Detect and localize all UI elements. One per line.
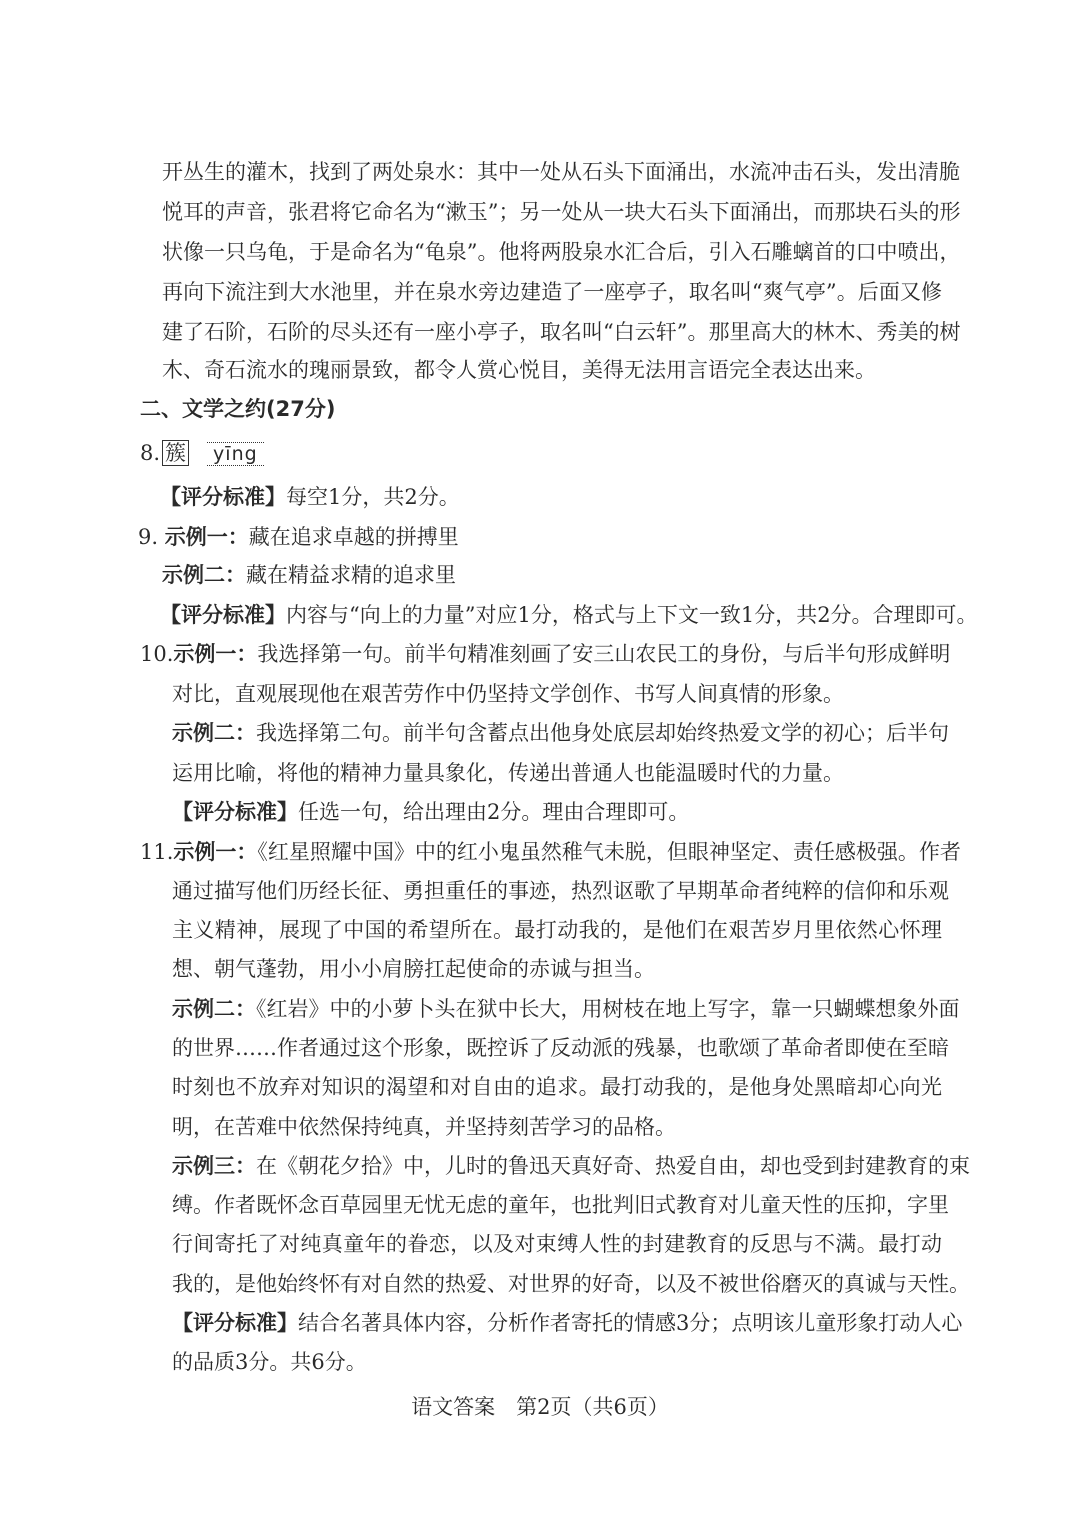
q8-boxed-character: 簇 — [162, 440, 189, 466]
q9-example-1 — [138, 523, 459, 551]
q10-ex1-line-2: 对比，直观展现他在艰苦劳作中仍坚持文学创作、书写人间真情的形象。 — [172, 682, 844, 706]
q11-ex3-line-3: 行间寄托了对纯真童年的眷恋，以及对束缚人性的封建教育的反思与不满。最打动 — [172, 1232, 942, 1256]
q11-example-2-line-1 — [172, 995, 960, 1023]
q11-ex1-line-2: 通过描写他们历经长征、勇担重任的事迹，热烈讴歌了早期革命者纯粹的信仰和乐观 — [172, 879, 949, 903]
q9-ex1-tag: 示例一： — [164, 525, 249, 549]
q11-score-tag: 【评分标准】 — [172, 1311, 298, 1335]
q11-ex1-line-3: 主义精神，展现了中国的希望所在。最打动我的，是他们在艰苦岁月里依然心怀理 — [172, 918, 942, 942]
q9-number: 9. — [138, 525, 159, 549]
q11-ex3-tag: 示例三： — [172, 1154, 256, 1178]
passage-line-1: 开丛生的灌木，找到了两处泉水：其中一处从石头下面涌出，水流冲击石头，发出清脆 — [162, 160, 960, 184]
q8-pinyin: yīng — [207, 442, 264, 466]
q11-example-3-line-1 — [172, 1152, 970, 1180]
q11-ex2-tag: 示例二： — [172, 997, 256, 1021]
q10-ex2-line-1: 我选择第二句。前半句含蓄点出他身处底层却始终热爱文学的初心；后半句 — [256, 721, 949, 745]
q10-example-2-line-1 — [172, 719, 949, 747]
q9-ex1-text: 藏在追求卓越的拼搏里 — [248, 525, 459, 549]
q11-example-1-line-1 — [140, 838, 961, 866]
q10-ex1-tag: 示例一： — [173, 642, 258, 666]
q11-ex1-line-4: 想、朝气蓬勃，用小小肩膀扛起使命的赤诚与担当。 — [172, 957, 655, 981]
q11-ex2-line-2: 的世界……作者通过这个形象，既控诉了反动派的残暴，也歌颂了革命者即使在至暗 — [172, 1036, 949, 1060]
q10-ex2-tag: 示例二： — [172, 721, 256, 745]
q10-scoring — [172, 798, 689, 826]
q11-score-line-1: 结合名著具体内容，分析作者寄托的情感3分；点明该儿童形象打动人心 — [298, 1311, 963, 1335]
q9-ex2-tag: 示例二： — [162, 563, 246, 587]
q9-score-tag: 【评分标准】 — [160, 603, 286, 627]
section-title: 二、文学之约(27分) — [140, 397, 336, 421]
q11-ex3-line-2: 缚。作者既怀念百草园里无忧无虑的童年，也批判旧式教育对儿童天性的压抑，字里 — [172, 1193, 949, 1217]
q11-score-line-2: 的品质3分。共6分。 — [172, 1350, 367, 1374]
q11-ex3-line-4: 我的，是他始终怀有对自然的热爱、对世界的好奇，以及不被世俗磨灭的真诚与天性。 — [172, 1272, 970, 1296]
passage-line-4: 再向下流注到大水池里，并在泉水旁边建造了一座亭子，取名叫“爽气亭”。后面又修 — [162, 280, 942, 304]
q10-number: 10. — [140, 642, 174, 666]
q11-ex2-line-1: 《红岩》中的小萝卜头在狱中长大，用树枝在地上写字，靠一只蝴蝶想象外面 — [256, 997, 960, 1021]
q10-score-tag: 【评分标准】 — [172, 800, 298, 824]
q9-ex2-text: 藏在精益求精的追求里 — [246, 563, 456, 587]
q11-ex2-line-3: 时刻也不放弃对知识的渴望和对自由的追求。最打动我的，是他身处黑暗却心向光 — [172, 1075, 942, 1099]
q10-ex1-line-1: 我选择第一句。前半句精准刻画了安三山农民工的身份，与后半句形成鲜明 — [257, 642, 951, 666]
q8-answer — [140, 439, 264, 467]
q8-number: 8. — [140, 441, 161, 465]
q11-ex3-line-1: 在《朝花夕拾》中，儿时的鲁迅天真好奇、热爱自由，却也受到封建教育的束 — [256, 1154, 970, 1178]
page-footer: 语文答案 第2页（共6页） — [411, 1395, 669, 1419]
passage-line-2: 悦耳的声音，张君将它命名为“漱玉”；另一处从一块大石头下面涌出，而那块石头的形 — [162, 200, 961, 224]
q11-number: 11. — [140, 840, 174, 864]
q11-ex2-line-4: 明，在苦难中依然保持纯真，并坚持刻苦学习的品格。 — [172, 1115, 676, 1139]
q9-score-text: 内容与“向上的力量”对应1分，格式与上下文一致1分，共2分。合理即可。 — [286, 603, 978, 627]
q10-score-text: 任选一句，给出理由2分。理由合理即可。 — [298, 800, 690, 824]
q11-ex1-line-1: 《红星照耀中国》中的红小鬼虽然稚气未脱，但眼神坚定、责任感极强。作者 — [257, 840, 961, 864]
q11-ex1-tag: 示例一： — [173, 840, 258, 864]
passage-line-6: 木、奇石流水的瑰丽景致，都令人赏心悦目，美得无法用言语完全表达出来。 — [162, 358, 876, 382]
q9-example-2 — [162, 561, 456, 589]
q8-score-tag: 【评分标准】 — [160, 485, 286, 509]
q8-scoring — [160, 483, 460, 511]
q8-score-text: 每空1分，共2分。 — [286, 485, 460, 509]
q11-scoring-line-1 — [172, 1309, 963, 1337]
q10-ex2-line-2: 运用比喻，将他的精神力量具象化，传递出普通人也能温暖时代的力量。 — [172, 761, 844, 785]
passage-line-3: 状像一只乌龟，于是命名为“龟泉”。他将两股泉水汇合后，引入石雕螭首的口中喷出， — [162, 240, 961, 264]
q10-example-1-line-1 — [140, 640, 951, 668]
passage-line-5: 建了石阶，石阶的尽头还有一座小亭子，取名叫“白云轩”。那里高大的林木、秀美的树 — [162, 320, 961, 344]
q9-scoring — [160, 601, 978, 629]
